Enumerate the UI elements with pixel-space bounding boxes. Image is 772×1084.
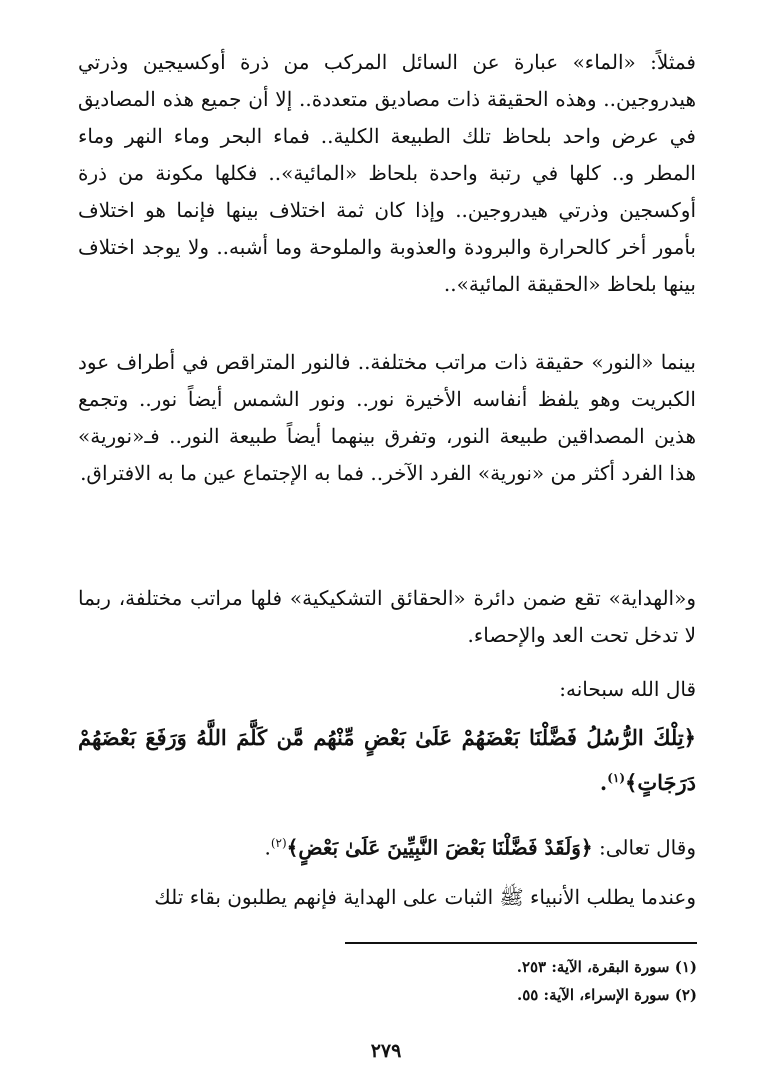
verse-1-footnote-ref: (١) [607,771,626,785]
footnote-divider [345,942,697,944]
footnote-1: (١) سورة البقرة، الآية: ٢٥٣. [516,958,697,976]
verse-2-intro: وقال تعالى: [592,835,696,860]
paragraph-guidance: و«الهداية» تقع ضمن دائرة «الحقائق التشكيكية» فلها مراتب مختلفة، ربما لا تدخل تحت العد والإحصاء. [78,586,696,647]
verse-2-footnote-ref: (٢) [270,836,287,850]
quran-verse-2: وقال تعالى: ﴿وَلَقَدْ فَضَّلْنَا بَعْضَ النَّبِيِّينَ عَلَىٰ بَعْضٍ﴾$^{(٢)}$. [264,835,696,860]
verse-1-text: ﴿تِلْكَ الرُّسُلُ فَضَّلْنَا بَعْضَهُمْ عَلَىٰ بَعْضٍ مِّنْهُم مَّن كَلَّمَ اللَّهُ وَرَفَعَ بَعْضَهُمْ دَرَجَاتٍ﴾ [78,725,696,795]
footnote-2: (٢) سورة الإسراء، الآية: ٥٥. [516,986,697,1004]
paragraph-water: فمثلاً: «الماء» عبارة عن السائل المركب من ذرة أوكسيجين وذرتي هيدروجين.. وهذه الحقيقة ذات مصاديق متعددة.. إلا أن جميع هذه المصاديق في عرض واحد بلحاظ تلك الطبيعة الكلية.. فماء البحر وماء النهر وماء المطر و.. كلها في رتبة واحدة بلحاظ «المائية».. فكلها مكونة من ذرة أوكسجين وذرتي هيدروجين.. وإذا كان ثمة اختلاف بينها فإنما هو اختلاف بأمور أخر كالحرارة والبرودة والعذوبة والملوحة وما أشبه.. ولا يوجد اختلاف بينها بلحاظ «الحقيقة المائية».. [78,50,696,296]
paragraph-qala: قال الله سبحانه: [559,677,696,701]
verse-2-text: ﴿وَلَقَدْ فَضَّلْنَا بَعْضَ النَّبِيِّينَ عَلَىٰ بَعْضٍ﴾ [286,835,593,860]
page-number: ٢٧٩ [370,1040,402,1062]
footnotes [345,953,697,1009]
paragraph-light: بينما «النور» حقيقة ذات مراتب مختلفة.. فالنور المتراقص في أطراف عود الكبريت وهو يلفظ أنفاسه الأخيرة نور.. ونور الشمس أيضاً نور.. وتجمع هذين المصداقين طبيعة النور، وتفرق بينهما أيضاً طبيعة النور.. فـ«نورية» هذا الفرد أكثر من «نورية» الفرد الآخر.. فما به الإجتماع عين ما به الافتراق. [78,350,696,485]
quran-verse-1: ﴿تِلْكَ الرُّسُلُ فَضَّلْنَا بَعْضَهُمْ عَلَىٰ بَعْضٍ مِّنْهُم مَّن كَلَّمَ اللَّهُ وَرَفَعَ بَعْضَهُمْ دَرَجَاتٍ﴾$^{(١)}$. [78,725,696,795]
paragraph-last: وعندما يطلب الأنبياء ﷺ الثبات على الهداية فإنهم يطلبون بقاء تلك [154,885,696,909]
